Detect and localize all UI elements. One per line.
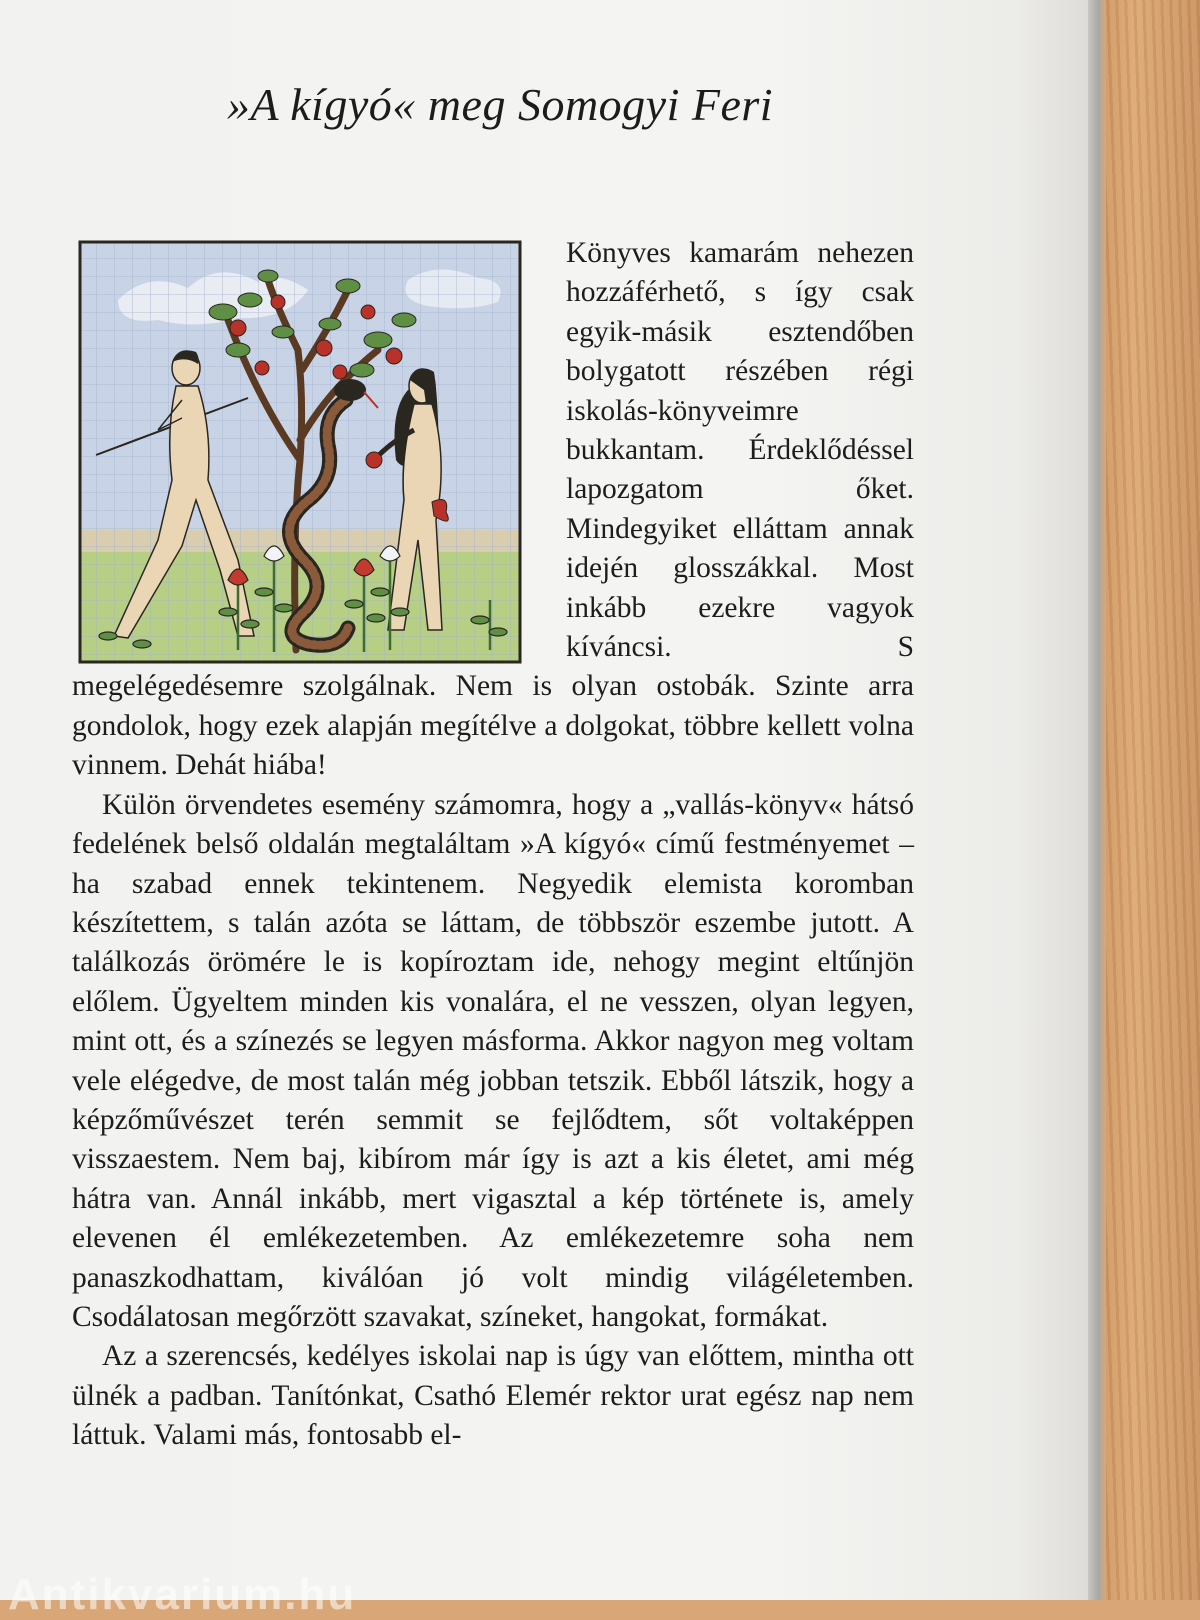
illustration-adam-eve-serpent: [78, 240, 522, 664]
chapter-title: »A kígyó« meg Somogyi Feri: [226, 79, 774, 130]
paragraph-2: Külön örvendetes esemény számomra, hogy a „vallás-könyv« hátsó fedelének belső oldalán megtaláltam »A kígyó« című festményemet – ha szabad ennek tekintenem. Negyedik elemista koromban készítettem, s talán azóta se láttam, de többször eszembe jutott. A találkozás örömére le is kopíroztam ide, nehogy megint eltűnjön előlem. Ügyeltem minden kis vonalára, el ne vesszen, olyan legyen, mint ott, és a színezés se legyen másforma. Akkor nagyon meg voltam vele elégedve, de most talán még jobban tetszik. Ebből látszik, hogy a képzőművészet terén semmit se fejlődtem, sőt voltaképpen visszaestem. Nem baj, kibírom már így is azt a kis életet, ami még hátra van. Annál inkább, mert vigasztal a kép története is, amely elevenen él emlékezetemben. Az emlékezetemre soha nem panaszkodhattam, kiválóan jó volt mindig világéletemben. Csodálatosan megőrzött szavakat, színeket, hangokat, formákat.: [72, 788, 914, 1333]
drawing-canvas: [78, 240, 522, 664]
wooden-table-background: [1090, 0, 1200, 1600]
paragraph-1: Könyves kamarám nehezen hozzáférhető, s így csak egyik-másik esztendőben bolygatott részében régi iskolás-könyveimre bukkantam. Érdeklődéssel lapozgatom őket. Mindegyiket elláttam annak idején glosszákkal. Most inkább ezekre vagyok kíváncsi. S megelégedésemre szolgálnak. Nem is olyan ostobák. Szinte arra gondolok, hogy ezek alapján megítélve a dolgokat, többre kellett volna vinnem. Dehát hiába!: [72, 237, 914, 782]
watermark: Antikvarium.hu: [8, 1570, 357, 1619]
serpent-head: [334, 379, 366, 401]
body-text: [72, 234, 914, 1456]
paragraph-3: Az a szerencsés, kedélyes iskolai nap is úgy van előttem, mintha ott ülnék a padban. Tanítónkat, Csathó Elemér rektor urat egész nap nem láttuk. Valami más, fontosabb el-: [72, 1340, 914, 1452]
page-edge-shadow: [1088, 0, 1106, 1600]
